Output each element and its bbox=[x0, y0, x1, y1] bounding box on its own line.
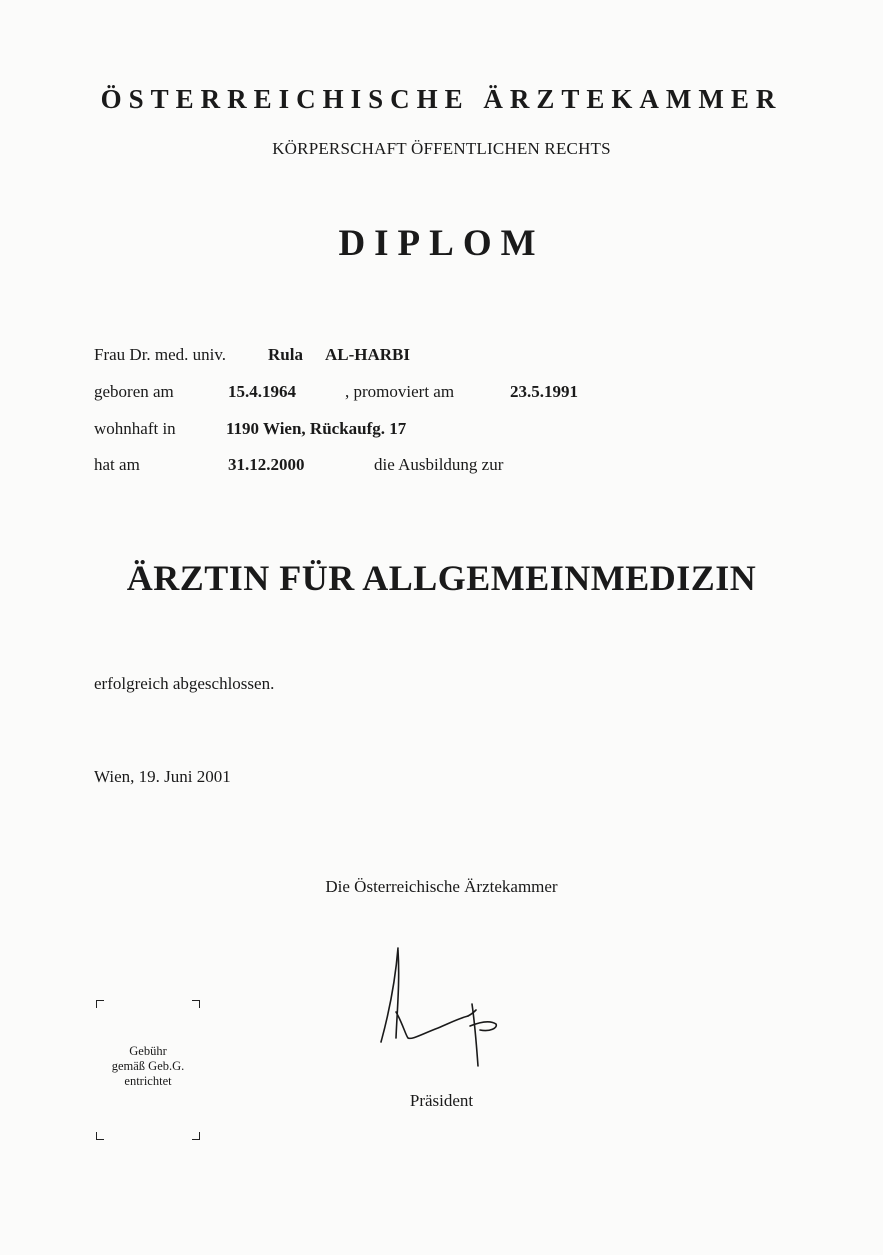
promotion-date: 23.5.1991 bbox=[510, 382, 578, 401]
birth-label: geboren am bbox=[94, 382, 174, 401]
organization-title: ÖSTERREICHISCHE ÄRZTEKAMMER bbox=[100, 84, 783, 114]
first-name: Rula bbox=[268, 345, 303, 364]
last-name: AL-HARBI bbox=[325, 345, 411, 364]
birth-date: 15.4.1964 bbox=[228, 382, 296, 401]
completion-date: 31.12.2000 bbox=[228, 455, 305, 474]
organization-subtitle: KÖRPERSCHAFT ÖFFENTLICHEN RECHTS bbox=[272, 139, 611, 158]
president-signature bbox=[372, 942, 504, 1072]
corner-mark bbox=[96, 1000, 104, 1008]
completion-label: hat am bbox=[94, 455, 140, 474]
fee-stamp-line2: gemäß Geb.G. bbox=[111, 1059, 185, 1073]
residence-label: wohnhaft in bbox=[94, 419, 176, 438]
document-title: DIPLOM bbox=[338, 223, 545, 264]
salutation: Frau Dr. med. univ. bbox=[94, 345, 227, 364]
place-date: Wien, 19. Juni 2001 bbox=[94, 767, 231, 786]
promotion-label: , promoviert am bbox=[345, 382, 455, 401]
issuer: Die Österreichische Ärztekammer bbox=[325, 877, 558, 896]
completion-text: erfolgreich abgeschlossen. bbox=[94, 674, 275, 693]
corner-mark bbox=[192, 1132, 200, 1140]
fee-stamp-box bbox=[96, 1000, 200, 1140]
fee-stamp-line3: entrichtet bbox=[124, 1074, 172, 1088]
residence-address: 1190 Wien, Rückaufg. 17 bbox=[226, 419, 407, 438]
corner-mark bbox=[192, 1000, 200, 1008]
corner-mark bbox=[96, 1132, 104, 1140]
fee-stamp-line1: Gebühr bbox=[129, 1044, 167, 1058]
qualification-title: ÄRZTIN FÜR ALLGEMEINMEDIZIN bbox=[126, 558, 757, 598]
training-label: die Ausbildung zur bbox=[374, 455, 504, 474]
signatory-role: Präsident bbox=[409, 1091, 474, 1110]
